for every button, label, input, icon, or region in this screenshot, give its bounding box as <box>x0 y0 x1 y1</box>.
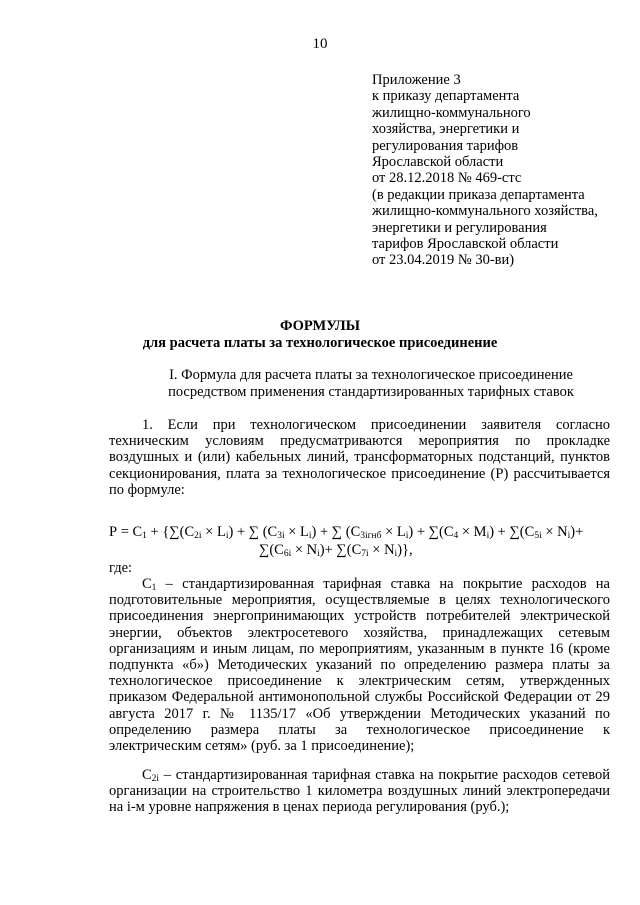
definition-symbol-sub: 2i <box>151 774 160 784</box>
appendix-line: тарифов Ярославской области <box>372 236 559 253</box>
formula-subscript: 7i <box>361 549 369 559</box>
formula-term: ) + ∑(С <box>489 524 535 540</box>
section-heading: I. Формула для расчета платы за технологическое присоединение посредством применения стандартизированных тарифных ставок <box>168 367 574 400</box>
formula-line-2 <box>109 541 610 559</box>
formula-line-2-body <box>259 542 413 558</box>
appendix-line: (в редакции приказа департамента <box>372 186 585 203</box>
appendix-line: к приказу департамента <box>372 88 520 105</box>
formula-line-1 <box>109 523 610 541</box>
formula-subscript: 6i <box>283 549 292 559</box>
formula-lhs: Р = С <box>109 524 143 540</box>
appendix-line: Приложение 3 <box>372 72 461 88</box>
appendix-line: энергетики и регулирования <box>372 219 547 236</box>
where-label: где: <box>109 560 133 576</box>
formula-subscript: i <box>405 531 409 541</box>
formula-subscript: i <box>225 531 229 541</box>
formula-subscript: 1 <box>142 531 147 541</box>
formula-term: ) + ∑(С <box>408 524 454 540</box>
formula-subscript: i <box>394 549 398 559</box>
formula-subscript: 2i <box>194 531 202 541</box>
formula-term: )+ <box>570 524 584 540</box>
document-title: ФОРМУЛЫ <box>280 318 360 334</box>
definition-symbol-sub: 1 <box>151 583 157 593</box>
formula-subscript: i <box>567 531 571 541</box>
page-number: 10 <box>312 36 328 52</box>
definition-text: – стандартизированная тарифная ставка на покрытие расходов сетевой организации на строительство 1 километра воздушных линий электропередачи на i-м уровне напряжения в ценах периода регулирования (руб.); <box>109 767 610 816</box>
appendix-line: Ярославской области <box>372 154 504 171</box>
formula-term: ) + ∑ (С <box>228 524 278 540</box>
formula-subscript: 3i <box>277 531 285 541</box>
formula-subscript: i <box>308 531 312 541</box>
formula-term: × L <box>201 524 226 540</box>
formula-term: ) + ∑ (С <box>311 524 361 540</box>
formula-term: × L <box>381 524 406 540</box>
formula <box>109 523 610 559</box>
formula-subscript: i <box>317 549 320 559</box>
formula-subscript: i <box>486 531 490 541</box>
formula-term: )}, <box>397 542 413 558</box>
formula-term: )+ ∑(С <box>319 542 362 558</box>
formula-term: × L <box>284 524 309 540</box>
appendix-line: хозяйства, энергетики и <box>372 121 520 138</box>
definition-text: – стандартизированная тарифная ставка на покрытие расходов на подготовительные мероприятия, осуществляемые в целях технологического присоединения энергопринимающих устройств потребителей электрической энергии, объектов электросетевого хозяйства, принадлежащих сетевым организациям и иным лицам, по мероприятиям, указанным в пункте 16 (кроме подпункта «б») Методических указаний по определению размера платы за технологическое присоединение к электрическим сетям, утвержденных приказом Федеральной антимонопольной службы Российской Федерации от 29 августа 2017 г. № 1135/17 «Об утверждении Методических указаний по определению размера платы за технологическое присоединение к электрическим сетям» (руб. за 1 присоединение); <box>109 576 610 755</box>
document-subtitle: для расчета платы за технологическое присоединение <box>142 335 498 351</box>
formula-subscript: 4 <box>453 531 459 541</box>
formula-term: × N <box>541 524 568 540</box>
formula-subscript: 5i <box>534 531 542 541</box>
formula-term: + {∑(С <box>146 524 195 540</box>
paragraph-1: 1. Если при технологическом присоединении заявителя согласно техническим условиям предусматриваются мероприятия по прокладке воздушных и (или) кабельных линий, трансформаторных подстанций, пунктов секционирования, плата за технологическое присоединение (Р) рассчитывается по формуле: <box>109 417 610 498</box>
definition-c2i <box>109 767 610 816</box>
formula-term: ∑(С <box>259 542 284 558</box>
appendix-line: от 23.04.2019 № 30-ви) <box>372 252 515 269</box>
formula-line-1-body <box>142 524 583 540</box>
appendix-line: регулирования тарифов <box>372 137 519 154</box>
formula-term: × M <box>458 524 487 540</box>
definition-c1 <box>109 576 610 754</box>
appendix-line: от 28.12.2018 № 469-стс <box>372 170 522 187</box>
formula-term: × N <box>368 542 395 558</box>
definition-symbol: С <box>142 767 152 783</box>
formula-subscript: 3ігнб <box>360 531 382 541</box>
document-title-block <box>0 318 640 352</box>
appendix-line: жилищно-коммунального хозяйства, <box>372 203 598 220</box>
appendix-line: жилищно-коммунального <box>372 104 531 121</box>
appendix-block <box>372 72 622 269</box>
definition-symbol: С <box>142 576 152 592</box>
formula-term: × N <box>291 542 318 558</box>
